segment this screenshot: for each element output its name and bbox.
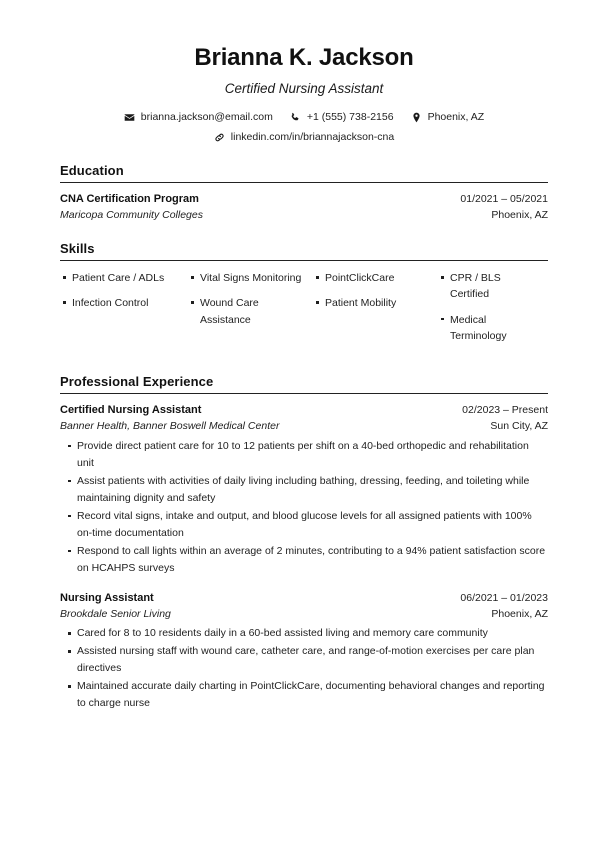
contact-row-primary — [60, 111, 548, 123]
list-item: Cared for 8 to 10 residents daily in a 60-bed assisted living and memory care community — [60, 625, 548, 642]
education-entry-subheader — [60, 208, 548, 224]
professional-title: Certified Nursing Assistant — [224, 80, 384, 96]
section-heading-education: Education — [60, 163, 124, 179]
experience-job-title: Nursing Assistant — [60, 591, 154, 604]
experience-dates: 06/2021 – 01/2023 — [460, 591, 548, 604]
link-icon — [214, 132, 225, 143]
experience-entry — [60, 403, 548, 577]
experience-entry-header — [60, 403, 548, 419]
experience-entry-header — [60, 591, 548, 607]
phone-icon — [290, 112, 301, 123]
contact-location — [411, 111, 485, 123]
education-entry-header — [60, 192, 548, 208]
skills-column — [438, 270, 548, 353]
skills-column — [60, 270, 188, 353]
education-institution: Maricopa Community Colleges — [60, 209, 203, 222]
contact-email-text: brianna.jackson@email.com — [140, 111, 273, 124]
skills-grid — [60, 270, 548, 353]
section-skills — [60, 241, 548, 353]
list-item: CPR / BLS Certified — [438, 270, 548, 303]
experience-entry — [60, 591, 548, 713]
page-title: Brianna K. Jackson — [194, 44, 414, 71]
section-education — [60, 163, 548, 224]
list-item: Record vital signs, intake and output, and blood glucose levels for all assigned patients with 100% on-time documentation — [60, 508, 548, 542]
list-item: Vital Signs Monitoring — [188, 270, 313, 286]
contact-row-secondary — [60, 131, 548, 143]
experience-bullets — [60, 625, 548, 712]
experience-employer: Banner Health, Banner Boswell Medical Center — [60, 420, 280, 433]
experience-job-title: Certified Nursing Assistant — [60, 404, 202, 417]
envelope-icon — [124, 112, 135, 123]
map-pin-icon — [411, 112, 422, 123]
experience-location: Sun City, AZ — [490, 420, 548, 433]
section-experience — [60, 374, 548, 712]
list-item: Medical Terminology — [438, 312, 548, 345]
education-location: Phoenix, AZ — [491, 209, 548, 222]
experience-entry-subheader — [60, 607, 548, 623]
experience-dates: 02/2023 – Present — [462, 404, 548, 417]
list-item: Infection Control — [60, 295, 188, 311]
experience-entry-subheader — [60, 419, 548, 435]
education-entry — [60, 192, 548, 224]
skills-column — [188, 270, 313, 353]
contact-linkedin-text: linkedin.com/in/briannajackson-cna — [230, 131, 395, 144]
contact-phone-text: +1 (555) 738-2156 — [306, 111, 394, 124]
education-dates: 01/2021 – 05/2021 — [460, 193, 548, 206]
section-heading-skills: Skills — [60, 241, 95, 257]
contact-linkedin[interactable] — [214, 131, 394, 143]
list-item: Patient Care / ADLs — [60, 270, 188, 286]
list-item: Assist patients with activities of daily living including bathing, dressing, feeding, and toileting while maintaining dignity and safety — [60, 473, 548, 507]
section-divider — [60, 182, 548, 183]
section-divider — [60, 393, 548, 394]
contact-location-text: Phoenix, AZ — [427, 111, 485, 124]
section-divider — [60, 260, 548, 261]
list-item: Provide direct patient care for 10 to 12 patients per shift on a 40-bed orthopedic and rehabilitation unit — [60, 438, 548, 472]
list-item: PointClickCare — [313, 270, 438, 286]
contact-phone[interactable] — [290, 111, 394, 123]
list-item: Respond to call lights within an average of 2 minutes, contributing to a 94% patient satisfaction score on HCAHPS surveys — [60, 543, 548, 577]
skills-column — [313, 270, 438, 353]
list-item: Assisted nursing staff with wound care, catheter care, and range-of-motion exercises per care plan directives — [60, 643, 548, 677]
resume-header — [60, 44, 548, 143]
list-item: Wound Care Assistance — [188, 295, 313, 328]
contact-email[interactable] — [124, 111, 273, 123]
section-heading-experience: Professional Experience — [60, 374, 214, 390]
experience-employer: Brookdale Senior Living — [60, 607, 171, 620]
experience-location: Phoenix, AZ — [491, 607, 548, 620]
experience-bullets — [60, 438, 548, 577]
list-item: Maintained accurate daily charting in PointClickCare, documenting behavioral changes and reporting to charge nurse — [60, 678, 548, 712]
list-item: Patient Mobility — [313, 295, 438, 311]
education-program: CNA Certification Program — [60, 193, 199, 206]
